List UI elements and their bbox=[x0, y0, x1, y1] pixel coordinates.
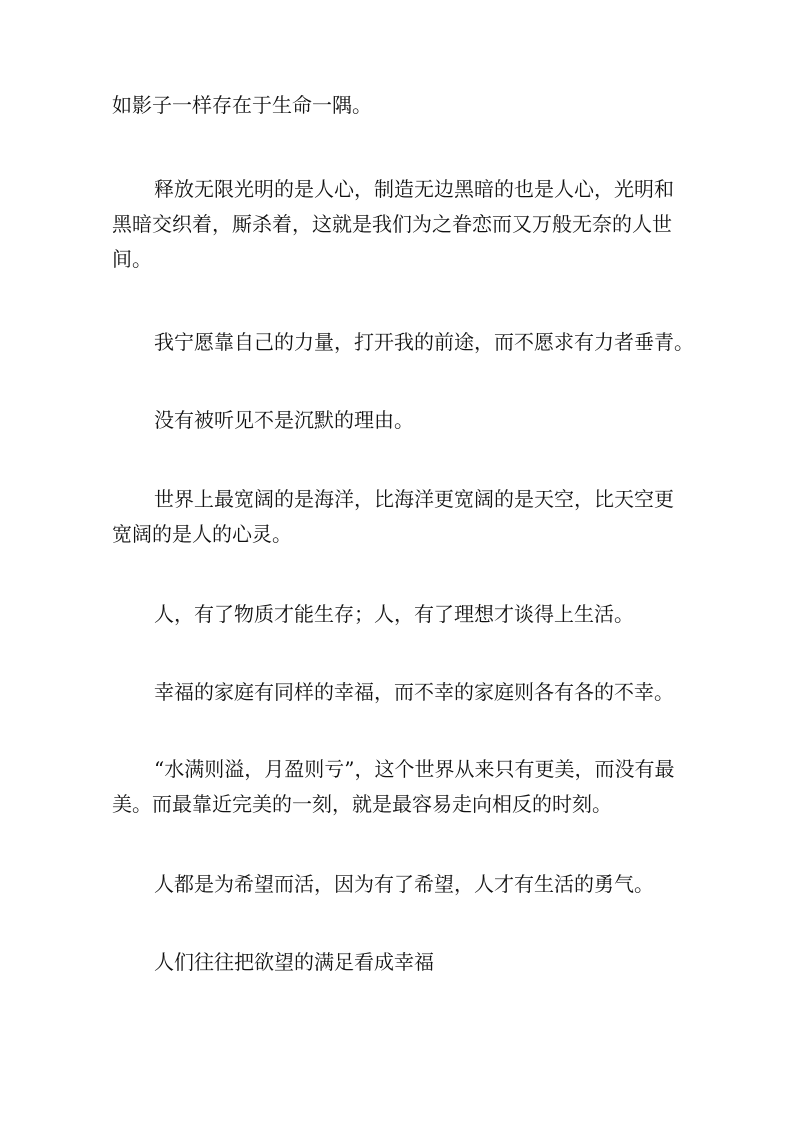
paragraph-line: 宽阔的是人的心灵。 bbox=[112, 522, 292, 546]
paragraph-line: 人，有了物质才能生存；人，有了理想才谈得上生活。 bbox=[154, 602, 634, 626]
paragraph-2 bbox=[112, 172, 702, 277]
paragraph-line: 人都是为希望而活，因为有了希望，人才有生活的勇气。 bbox=[154, 872, 654, 896]
paragraph-1 bbox=[112, 88, 702, 123]
paragraph-line: 黑暗交织着，厮杀着，这就是我们为之眷恋而又万般无奈的人世 bbox=[112, 212, 672, 236]
paragraph-line: 间。 bbox=[112, 247, 152, 271]
paragraph-5 bbox=[112, 482, 702, 552]
paragraph-9 bbox=[112, 867, 702, 902]
paragraph-3 bbox=[112, 325, 702, 360]
paragraph-7 bbox=[112, 675, 702, 710]
paragraph-line: 释放无限光明的是人心，制造无边黑暗的也是人心，光明和 bbox=[154, 177, 674, 201]
paragraph-line: 人们往往把欲望的满足看成幸福 bbox=[154, 950, 434, 974]
paragraph-line: “水满则溢，月盈则亏”，这个世界从来只有更美，而没有最 bbox=[154, 757, 675, 781]
paragraph-10 bbox=[112, 945, 702, 980]
paragraph-line: 没有被听见不是沉默的理由。 bbox=[154, 408, 414, 432]
paragraph-line: 我宁愿靠自己的力量，打开我的前途，而不愿求有力者垂青。 bbox=[154, 330, 694, 354]
paragraph-line: 幸福的家庭有同样的幸福，而不幸的家庭则各有各的不幸。 bbox=[154, 680, 674, 704]
paragraph-8 bbox=[112, 752, 702, 822]
paragraph-line: 世界上最宽阔的是海洋，比海洋更宽阔的是天空，比天空更 bbox=[154, 487, 674, 511]
paragraph-line: 美。而最靠近完美的一刻，就是最容易走向相反的时刻。 bbox=[112, 792, 612, 816]
paragraph-line: 如影子一样存在于生命一隅。 bbox=[112, 93, 372, 117]
paragraph-4 bbox=[112, 403, 702, 438]
paragraph-6 bbox=[112, 597, 702, 632]
